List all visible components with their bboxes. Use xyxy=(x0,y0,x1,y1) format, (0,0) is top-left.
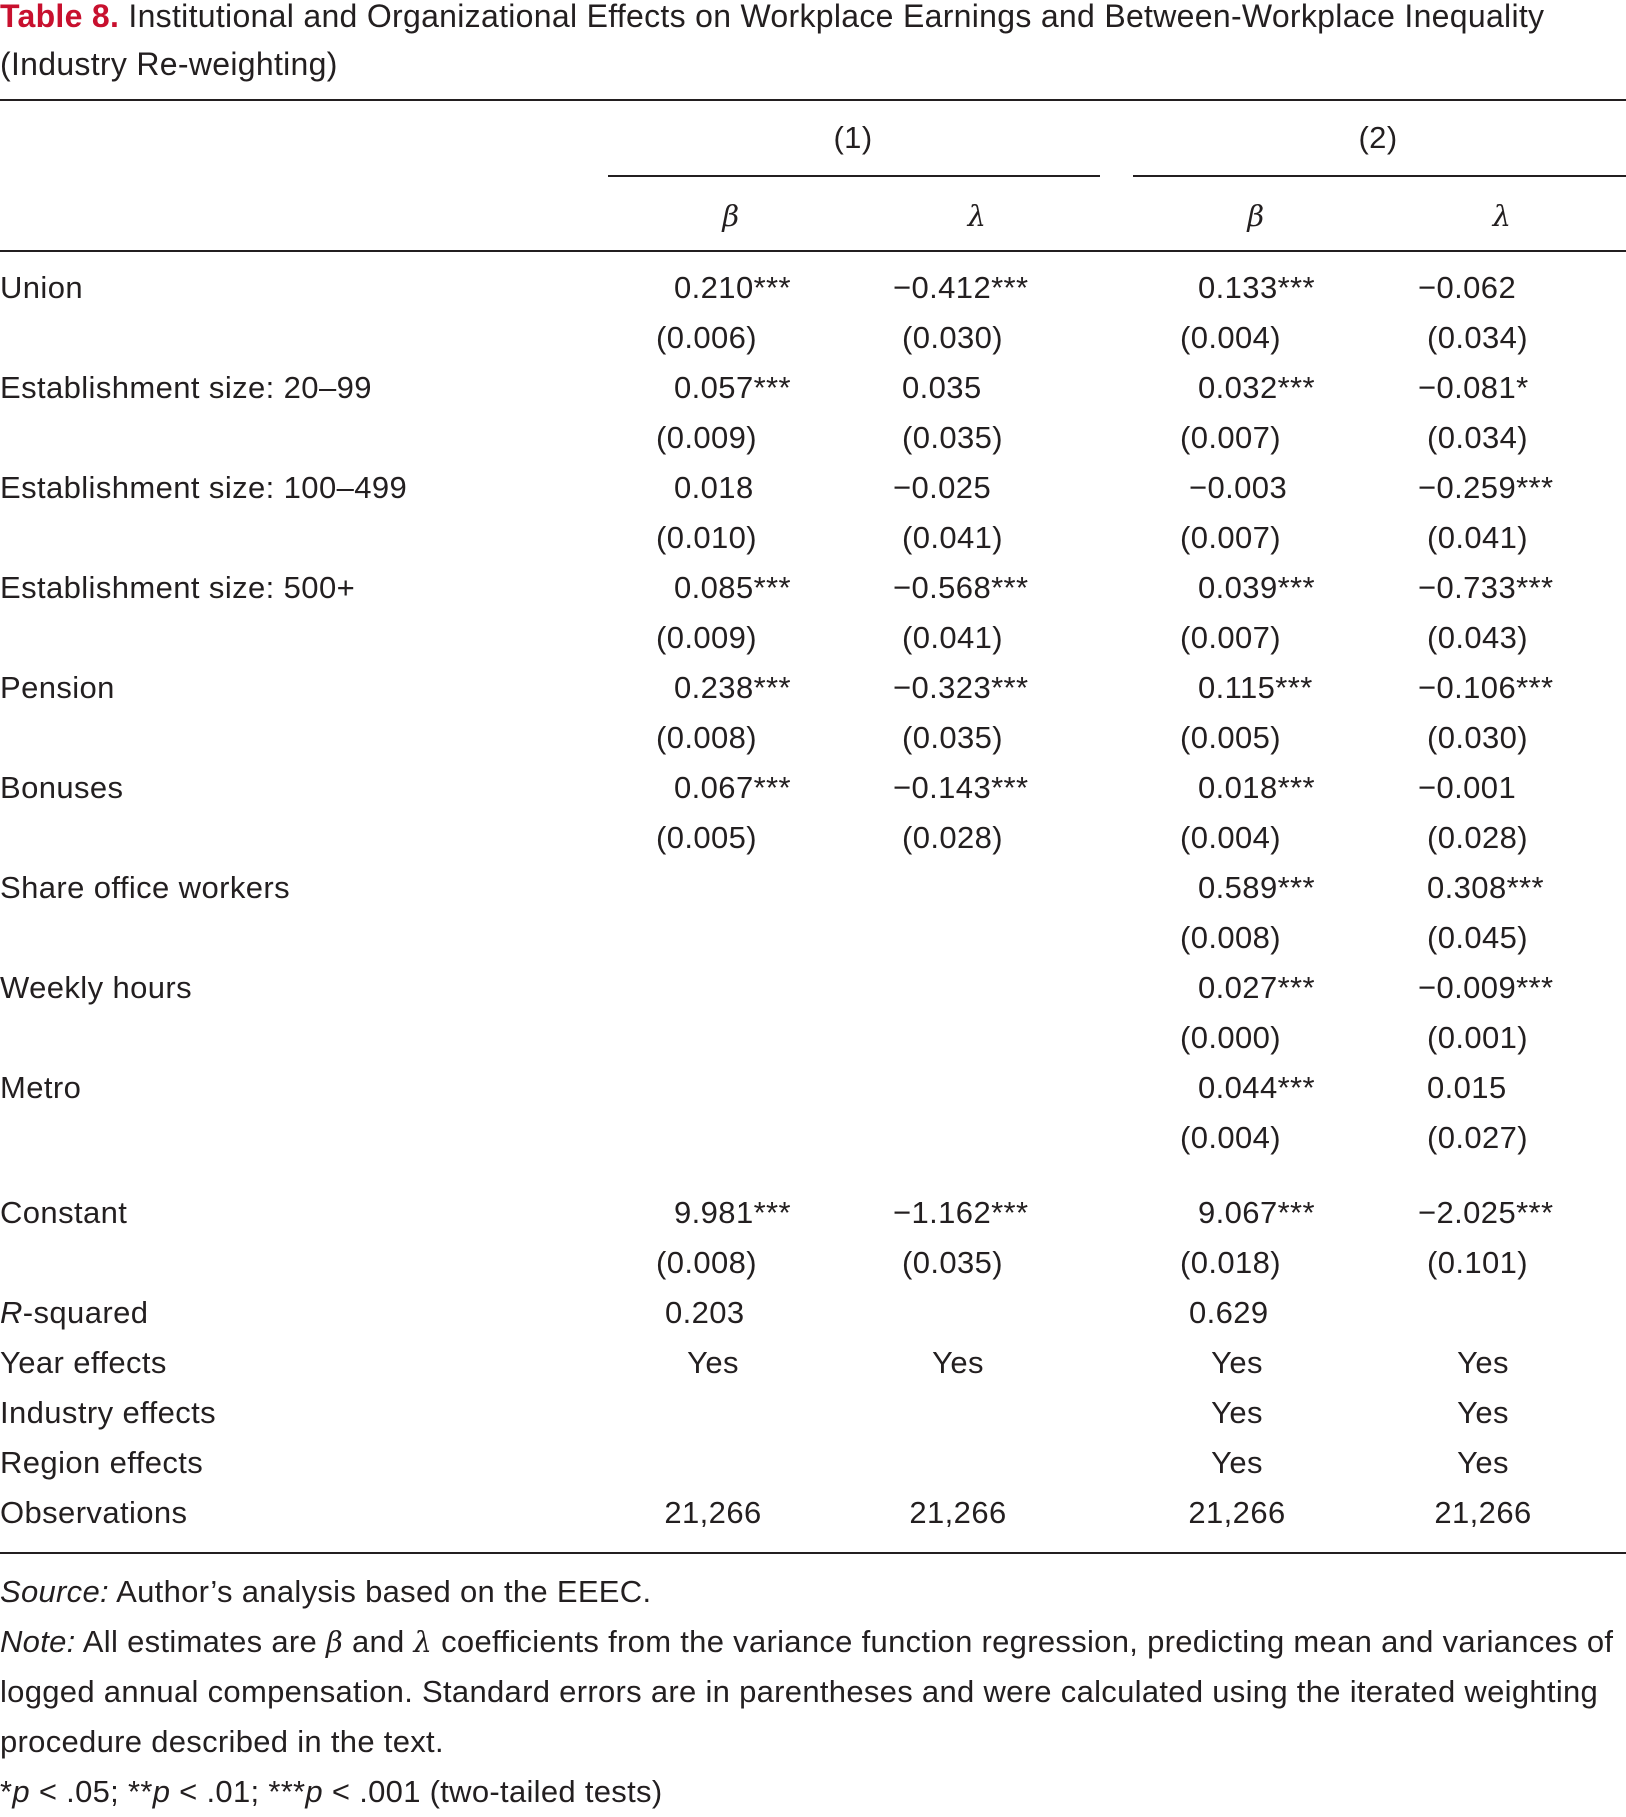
source-label: Source: xyxy=(0,1574,109,1609)
row-label: Weekly hours xyxy=(0,970,193,1005)
model-1-underline xyxy=(608,175,1100,177)
table-title xyxy=(0,0,1600,88)
subheader-lambda-2: λ xyxy=(1492,199,1512,233)
std-error-cell: (0.008) xyxy=(656,1245,758,1280)
stat-value-cell: Yes xyxy=(1211,1445,1263,1480)
std-error-cell: (0.041) xyxy=(902,520,1004,555)
coefficient-cell: 0.238*** xyxy=(665,670,791,705)
stat-value-cell: 21,266 xyxy=(664,1495,762,1530)
coefficient-cell: −0.733*** xyxy=(1418,570,1554,605)
significance-note xyxy=(0,1767,1622,1817)
table-notes xyxy=(0,1567,1622,1817)
row-label: Bonuses xyxy=(0,770,124,805)
std-error-cell: (0.034) xyxy=(1427,320,1529,355)
sig-text: < .05; xyxy=(29,1774,128,1809)
sig-symbol: * xyxy=(0,1774,13,1809)
std-error-cell: (0.008) xyxy=(1180,920,1282,955)
sig-p: p xyxy=(152,1774,171,1809)
std-error-cell: (0.028) xyxy=(1427,820,1529,855)
std-error-cell: (0.007) xyxy=(1180,420,1282,455)
coefficient-cell: 0.085*** xyxy=(665,570,791,605)
std-error-cell: (0.004) xyxy=(1180,1120,1282,1155)
std-error-cell: (0.027) xyxy=(1427,1120,1529,1155)
row-label: Pension xyxy=(0,670,115,705)
coefficient-cell: 0.308*** xyxy=(1418,870,1544,905)
coefficient-cell: 0.032*** xyxy=(1189,370,1315,405)
note-part: and xyxy=(343,1624,414,1659)
model-2-underline xyxy=(1133,175,1626,177)
std-error-cell: (0.005) xyxy=(1180,720,1282,755)
bottom-rule xyxy=(0,1552,1626,1554)
stat-label xyxy=(0,1495,187,1531)
std-error-cell: (0.010) xyxy=(656,520,758,555)
source-text: Author’s analysis based on the EEEC. xyxy=(108,1574,652,1609)
stat-label-text: -squared xyxy=(22,1295,149,1330)
coefficient-cell: −0.143*** xyxy=(893,770,1029,805)
stat-value-cell: Yes xyxy=(932,1345,984,1380)
note-part: All estimates are xyxy=(75,1624,326,1659)
coefficient-cell: 0.015 xyxy=(1418,1070,1507,1105)
std-error-cell: (0.035) xyxy=(902,420,1004,455)
std-error-cell: (0.018) xyxy=(1180,1245,1282,1280)
coefficient-cell: 0.018 xyxy=(665,470,754,505)
note-lambda: λ xyxy=(413,1625,433,1659)
note-text xyxy=(0,1617,1622,1767)
table-caption: Institutional and Organizational Effects on Workplace Earnings and Between-Workplace Inequality (Industry Re-weighting) xyxy=(0,0,1545,82)
stat-value-cell: Yes xyxy=(1457,1395,1509,1430)
std-error-cell: (0.006) xyxy=(656,320,758,355)
coefficient-cell: −0.025 xyxy=(893,470,992,505)
std-error-cell: (0.007) xyxy=(1180,620,1282,655)
sig-p: p xyxy=(12,1774,30,1809)
std-error-cell: (0.030) xyxy=(1427,720,1529,755)
stat-value-cell: 0.203 xyxy=(665,1295,745,1330)
row-label: Establishment size: 500+ xyxy=(0,570,356,605)
model-header-1: (1) xyxy=(833,120,873,155)
note-label: Note: xyxy=(0,1624,76,1659)
header-rule xyxy=(0,250,1626,252)
note-beta: β xyxy=(325,1625,344,1659)
std-error-cell: (0.034) xyxy=(1427,420,1529,455)
row-label: Establishment size: 20–99 xyxy=(0,370,372,405)
stat-label xyxy=(0,1295,148,1331)
coefficient-cell: 0.027*** xyxy=(1189,970,1315,1005)
sig-p: p xyxy=(305,1774,323,1809)
coefficient-cell: 9.981*** xyxy=(665,1195,791,1230)
std-error-cell: (0.005) xyxy=(656,820,758,855)
std-error-cell: (0.028) xyxy=(902,820,1004,855)
coefficient-cell: −0.106*** xyxy=(1418,670,1554,705)
stat-value-cell: 21,266 xyxy=(909,1495,1007,1530)
coefficient-cell: 0.133*** xyxy=(1189,270,1315,305)
stat-label-text: Observations xyxy=(0,1495,188,1530)
stat-value-cell: Yes xyxy=(1211,1395,1263,1430)
stat-value-cell: Yes xyxy=(1211,1345,1263,1380)
stat-label-text: Industry effects xyxy=(0,1395,217,1430)
coefficient-cell: 0.039*** xyxy=(1189,570,1315,605)
stat-value-cell: Yes xyxy=(687,1345,739,1380)
note-part: coefficients from the variance function regression, predicting mean and variances of logged annual compensation. Standard errors are in parentheses and were calculated using the iterated weighting procedure described in the text. xyxy=(0,1624,1614,1759)
coefficient-cell: 0.067*** xyxy=(665,770,791,805)
coefficient-cell: 0.057*** xyxy=(665,370,791,405)
coefficient-cell: −2.025*** xyxy=(1418,1195,1554,1230)
row-label: Metro xyxy=(0,1070,82,1105)
std-error-cell: (0.000) xyxy=(1180,1020,1282,1055)
coefficient-cell: 0.044*** xyxy=(1189,1070,1315,1105)
stat-value-cell: 21,266 xyxy=(1434,1495,1532,1530)
model-header-2: (2) xyxy=(1358,120,1398,155)
row-label: Establishment size: 100–499 xyxy=(0,470,408,505)
std-error-cell: (0.035) xyxy=(902,1245,1004,1280)
std-error-cell: (0.101) xyxy=(1427,1245,1529,1280)
top-rule xyxy=(0,99,1626,101)
stat-label-text: Region effects xyxy=(0,1445,204,1480)
std-error-cell: (0.043) xyxy=(1427,620,1529,655)
coefficient-cell: 0.115*** xyxy=(1189,670,1313,705)
coefficient-cell: −0.081* xyxy=(1418,370,1529,405)
sig-text: < .001 (two-tailed tests) xyxy=(322,1774,663,1809)
coefficient-cell: 0.589*** xyxy=(1189,870,1315,905)
stat-value-cell: 0.629 xyxy=(1189,1295,1269,1330)
sig-symbol: ** xyxy=(127,1774,153,1809)
table-number: Table 8. xyxy=(0,0,120,34)
coefficient-cell: −0.323*** xyxy=(893,670,1029,705)
stat-label-text: Year effects xyxy=(0,1345,167,1380)
coefficient-cell: −0.412*** xyxy=(893,270,1029,305)
std-error-cell: (0.030) xyxy=(902,320,1004,355)
coefficient-cell: −0.009*** xyxy=(1418,970,1554,1005)
coefficient-cell: −1.162*** xyxy=(893,1195,1029,1230)
std-error-cell: (0.004) xyxy=(1180,320,1282,355)
sig-symbol: *** xyxy=(268,1774,306,1809)
std-error-cell: (0.035) xyxy=(902,720,1004,755)
std-error-cell: (0.009) xyxy=(656,420,758,455)
stat-label xyxy=(0,1445,203,1481)
stat-value-cell: 21,266 xyxy=(1188,1495,1286,1530)
row-label: Union xyxy=(0,270,83,305)
std-error-cell: (0.008) xyxy=(656,720,758,755)
stat-value-cell: Yes xyxy=(1457,1345,1509,1380)
subheader-beta-2: β xyxy=(1247,199,1265,233)
std-error-cell: (0.007) xyxy=(1180,520,1282,555)
stat-label xyxy=(0,1345,167,1381)
std-error-cell: (0.041) xyxy=(1427,520,1529,555)
coefficient-cell: 9.067*** xyxy=(1189,1195,1315,1230)
coefficient-cell: 0.035 xyxy=(893,370,982,405)
coefficient-cell: −0.259*** xyxy=(1418,470,1554,505)
row-label: Share office workers xyxy=(0,870,290,905)
std-error-cell: (0.009) xyxy=(656,620,758,655)
source-note xyxy=(0,1567,1622,1617)
coefficient-cell: −0.062 xyxy=(1418,270,1517,305)
row-label: Constant xyxy=(0,1195,128,1230)
std-error-cell: (0.045) xyxy=(1427,920,1529,955)
stat-label xyxy=(0,1395,216,1431)
std-error-cell: (0.004) xyxy=(1180,820,1282,855)
coefficient-cell: 0.210*** xyxy=(665,270,791,305)
subheader-beta-1: β xyxy=(722,199,740,233)
coefficient-cell: 0.018*** xyxy=(1189,770,1315,805)
subheader-lambda-1: λ xyxy=(967,199,987,233)
coefficient-cell: −0.568*** xyxy=(893,570,1029,605)
coefficient-cell: −0.001 xyxy=(1418,770,1517,805)
stat-label-italic: R xyxy=(0,1295,23,1330)
stat-value-cell: Yes xyxy=(1457,1445,1509,1480)
coefficient-cell: −0.003 xyxy=(1189,470,1288,505)
std-error-cell: (0.041) xyxy=(902,620,1004,655)
std-error-cell: (0.001) xyxy=(1427,1020,1529,1055)
sig-text: < .01; xyxy=(170,1774,269,1809)
